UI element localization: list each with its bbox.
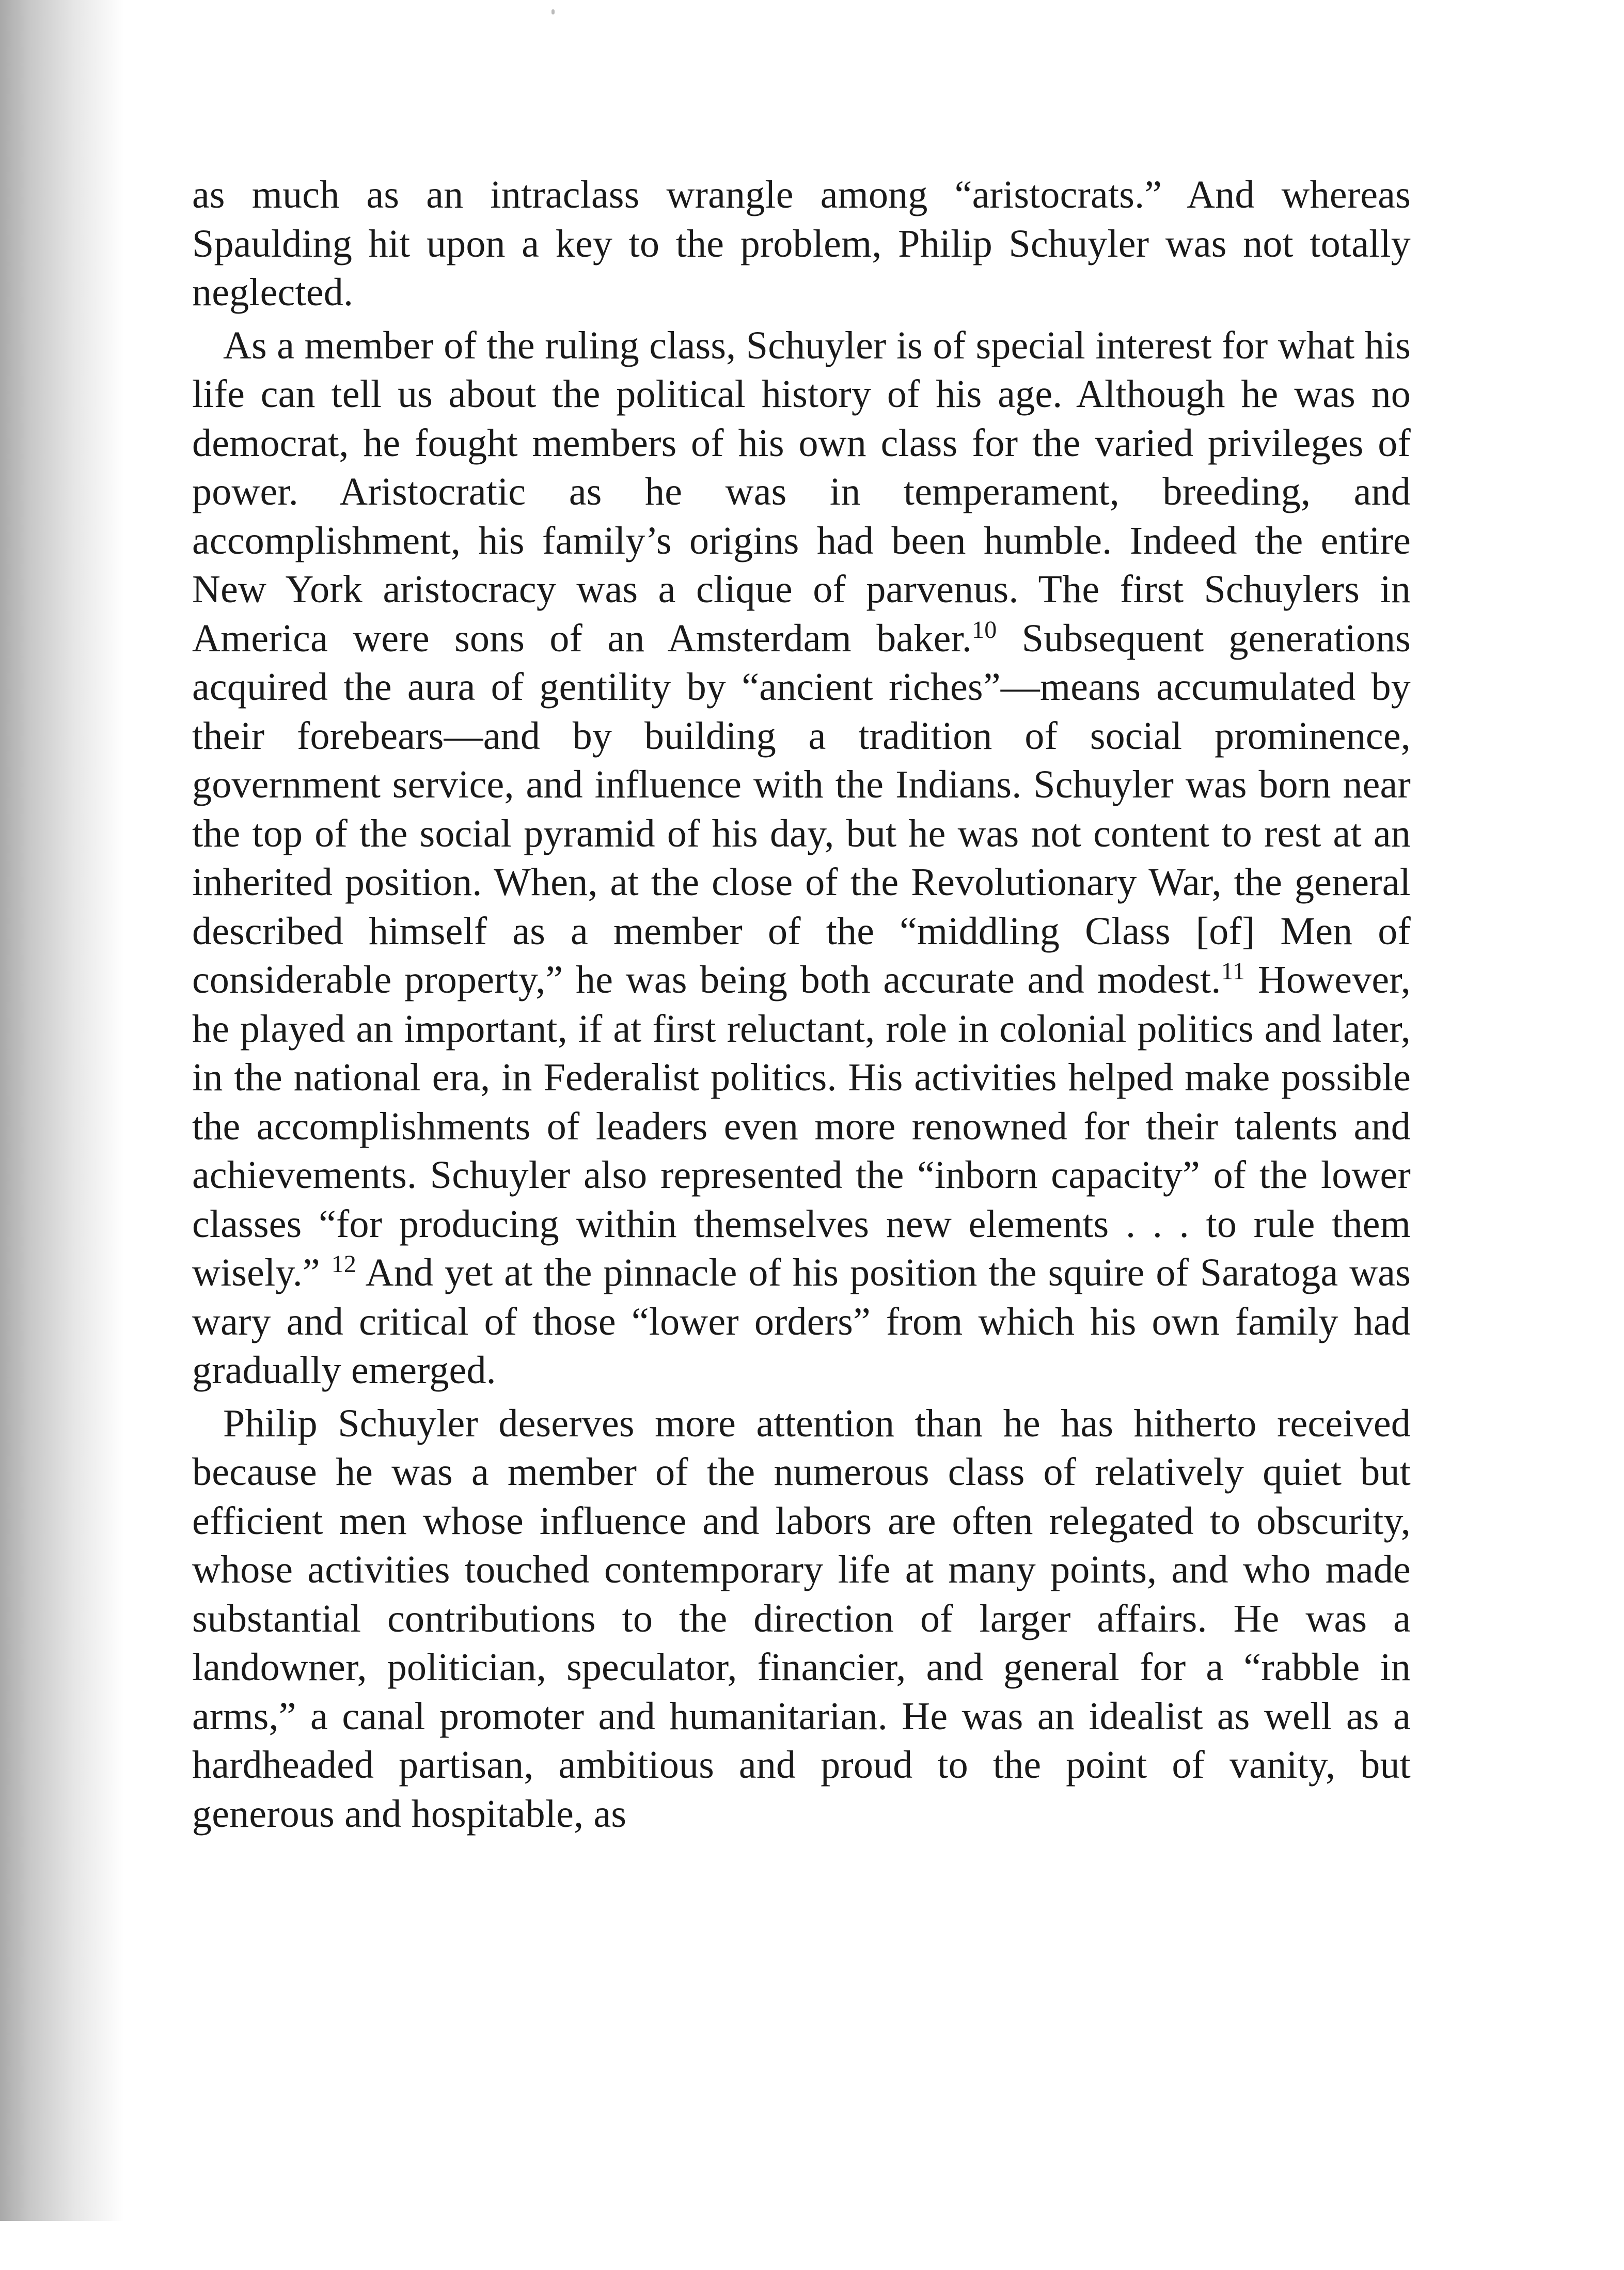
paragraph-text: And yet at the pinnacle of his position the squire of Saratoga was wary and critical of those “lower orders” from which his own family had gradually emerged. [192, 1251, 1411, 1392]
footnote-ref-12[interactable]: 12 [331, 1250, 357, 1278]
paragraph-attention [192, 1399, 1411, 1839]
paragraph-text: As a member of the ruling class, Schuyler is of special interest for what his life can tell us about the political history of his age. Although he was no democrat, he fought members of his own class for the varied privileges of power. Aristocratic as he was in temperament, breeding, and accomplishment, his family’s origins had been humble. Indeed the entire New York aristocracy was a clique of parvenus. The first Schuylers in America were sons of an Amsterdam baker. [192, 323, 1411, 660]
paragraph-text: Philip Schuyler deserves more attention than he has hitherto received because he was a member of the numerous class of relatively quiet but efficient men whose influence and labors are often relegated to obscurity, whose activities touched contemporary life at many points, and who made substantial contributions to the direction of larger affairs. He was a landowner, politician, speculator, financier, and general for a “rabble in arms,” a canal promoter and humanitarian. He was an idealist as well as a hardheaded partisan, ambitious and proud to the point of vanity, but generous and hospitable, as [192, 1401, 1411, 1836]
paragraph-ruling-class [192, 321, 1411, 1395]
footnote-ref-11[interactable]: 11 [1221, 958, 1245, 985]
page-body [192, 170, 1411, 1838]
paragraph-text: Subsequent generations acquired the aura of gentility by “ancient riches”—means accumulated by their forebears—and by building a tradition of social prominence, government service, and influence with the Indians. Schuyler was born near the top of the social pyramid of his day, but he was not content to rest at an inherited position. When, at the close of the Revolutionary War, the general described himself as a member of the “middling Class [of] Men of considerable property,” he was being both accurate and modest. [192, 616, 1411, 1001]
scan-speck [551, 9, 555, 14]
binding-gutter-shadow [0, 0, 124, 2221]
paragraph-continued [192, 170, 1411, 317]
paragraph-text: However, he played an important, if at first reluctant, role in colonial politics and later, in the national era, in Federalist politics. His activities helped make possible the accomplishments of leaders even more renowned for their talents and achievements. Schuyler also represented the “inborn capacity” of the lower classes “for producing within themselves new elements . . . to rule them wisely.” [192, 958, 1411, 1294]
footnote-ref-10[interactable]: 10 [972, 616, 997, 644]
paragraph-text: as much as an intraclass wrangle among “aristocrats.” And whereas Spaulding hit upon a key to the problem, Philip Schuyler was not totally neglected. [192, 173, 1411, 314]
